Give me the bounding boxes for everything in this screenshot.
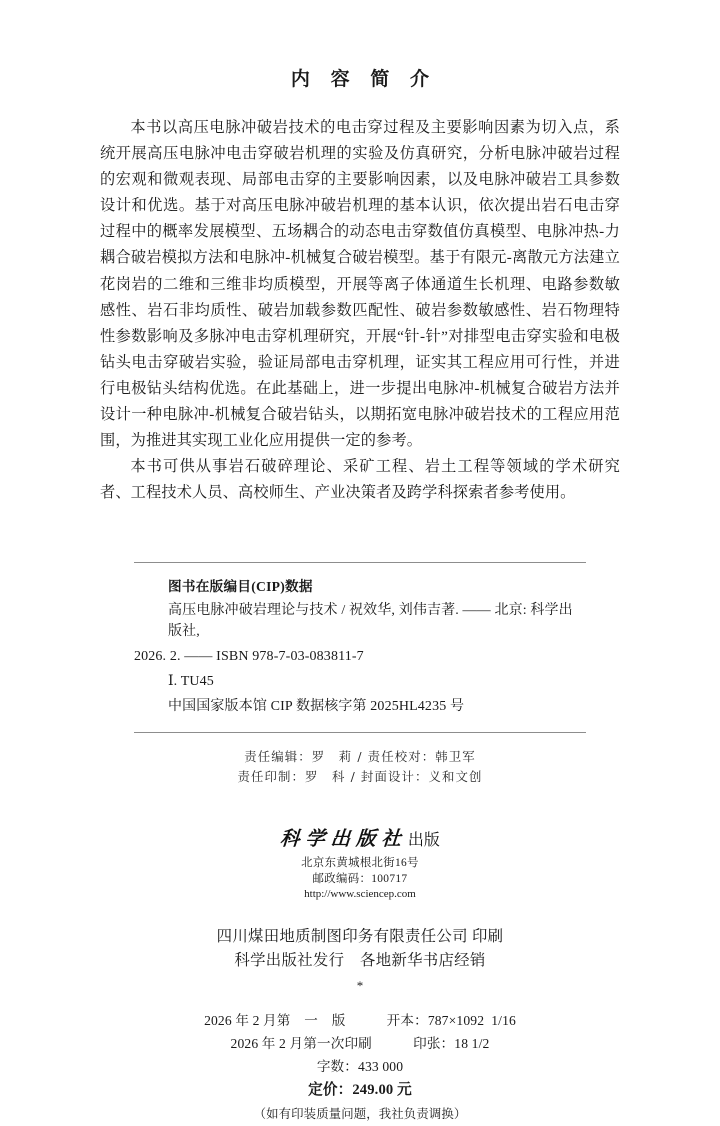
asterisk-separator: *	[356, 977, 364, 993]
quality-note: （如有印装质量问题，我社负责调换）	[253, 1106, 467, 1121]
publisher-address-block	[0, 850, 720, 903]
word-count: 字数：433 000	[316, 1058, 404, 1074]
distribution-info: 科学出版社发行 各地新华书店经销	[234, 951, 486, 969]
edition-line: 2026 年 2 月第 一 版 开本：787×1092 1/16	[204, 1012, 516, 1028]
publisher-logo-calligraphy: 科学出版社	[279, 827, 408, 851]
publisher-logo	[280, 829, 440, 850]
impression-line: 2026 年 2 月第一次印刷 印张：18 1/2	[230, 1035, 490, 1051]
cip-number: 中国国家版本馆 CIP 数据核字第 2025HL4235 号	[168, 699, 465, 715]
abstract-paragraph-2: 本书可供从事岩石破碎理论、采矿工程、岩土工程等领域的学术研究者、工程技术人员、高校师生、产业决策者及跨学科探索者参考使用。	[100, 458, 620, 502]
publisher-logo-suffix: 出版	[407, 832, 440, 850]
price: 定价：249.00 元	[308, 1081, 412, 1098]
printing-block	[0, 903, 720, 997]
publisher-address: 北京东黄城根北街16号	[301, 857, 419, 870]
publisher-postcode: 邮政编码：100717	[312, 872, 408, 885]
cip-entry-line-1: 高压电脉冲破岩理论与技术 / 祝效华, 刘伟吉著. —— 北京: 科学出版社,	[168, 603, 573, 640]
abstract-paragraph-1: 本书以高压电脉冲破岩技术的电击穿过程及主要影响因素为切入点，系统开展高压电脉冲电击穿破岩机理的实验及仿真研究，分析电脉冲破岩过程的宏观和微观表现、局部电击穿的主要影响因素，以及电脉冲破岩工具参数设计和优选。基于对高压电脉冲破岩机理的基本认识，依次提出岩石电击穿过程中的概率发展模型、五场耦合的动态电击穿数值仿真模型、电脉冲热-力耦合破岩模拟方法和电脉冲-机械复合破岩模型。基于有限元-离散元方法建立花岗岩的二维和三维非均质模型，开展等离子体通道生长机理、电路参数敏感性、岩石非均质性、破岩加载参数匹配性、破岩参数敏感性、岩石物理特性参数影响及多脉冲电击穿机理研究，开展“针-针”对排型电击穿实验和电极钻头电击穿破岩实验，验证局部电击穿机理，证实其工程应用可行性，并进行电极钻头结构优选。在此基础上，进一步提出电脉冲-机械复合破岩方法并设计一种电脉冲-机械复合破岩钻头，以期拓宽电脉冲破岩技术的工程应用范围，为推进其实现工业化应用提供一定的参考。	[100, 119, 620, 450]
publisher-website[interactable]: http://www.sciencep.com	[304, 888, 416, 901]
printer-name: 四川煤田地质制图印务有限责任公司 印刷	[216, 927, 504, 945]
cip-heading: 图书在版编目(CIP)数据	[168, 579, 313, 595]
publisher-block	[0, 787, 720, 850]
specs-block	[0, 997, 720, 1126]
page-title: 内 容 简 介	[290, 69, 438, 90]
credits-block	[0, 733, 720, 787]
credit-editor-proofreader: 责任编辑：罗 莉 / 责任校对：韩卫军	[244, 749, 476, 765]
cip-entry-line-2: 2026. 2. —— ISBN 978-7-03-083811-7	[134, 649, 364, 665]
cip-block	[134, 563, 586, 717]
cip-classification: Ⅰ. TU45	[168, 674, 214, 690]
credit-printing-cover: 责任印制：罗 科 / 封面设计：义和文创	[237, 769, 483, 785]
abstract-section	[100, 115, 620, 506]
